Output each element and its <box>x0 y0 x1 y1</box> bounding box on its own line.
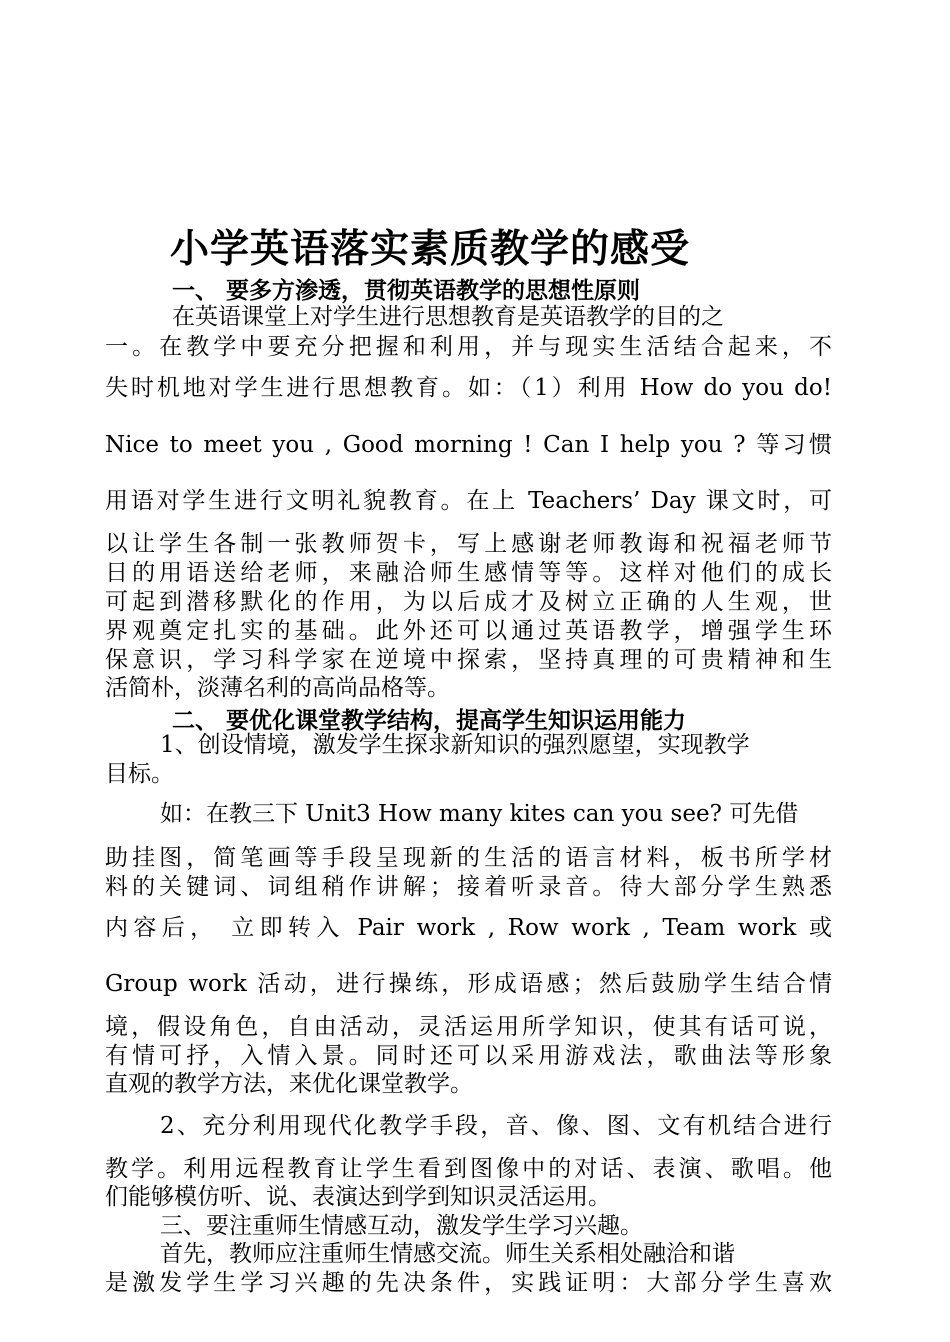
paragraph-line: 直观的教学方法，来优化课堂教学。 <box>105 1071 473 1097</box>
paragraph-line: 失时机地对学生进行思想教育。如：（1）利用 How do you do! <box>105 375 832 401</box>
paragraph-line: 是激发学生学习兴趣的先决条件，实践证明：大部分学生喜欢 <box>105 1270 832 1296</box>
paragraph-line: 在英语课堂上对学生进行思想教育是英语教学的目的之 <box>172 304 724 330</box>
document-title: 小学英语落实素质教学的感受 <box>170 226 691 272</box>
section-1-heading: 一、 要多方渗透，贯彻英语教学的思想性原则 <box>172 277 641 304</box>
paragraph-line: 日的用语送给老师，来融洽师生感情等等。这样对他们的成长 <box>105 560 832 586</box>
paragraph-line: 保意识，学习科学家在逆境中探索，坚持真理的可贵精神和生 <box>105 647 832 673</box>
paragraph-line: 目标。 <box>105 761 174 787</box>
paragraph-line: 可起到潜移默化的作用，为以后成才及树立正确的人生观，世 <box>105 589 832 615</box>
paragraph-line: 活简朴，淡薄名利的高尚品格等。 <box>105 675 450 701</box>
paragraph-line: 一。在教学中要充分把握和利用，并与现实生活结合起来，不 <box>105 334 832 360</box>
paragraph-line: 首先，教师应注重师生情感交流。师生关系相处融洽和谐 <box>160 1241 735 1267</box>
paragraph-line: 用语对学生进行文明礼貌教育。在上 Teachers’ Day 课文时，可 <box>105 488 832 514</box>
paragraph-line: 境，假设角色，自由活动，灵活运用所学知识，使其有话可说， <box>105 1014 832 1040</box>
paragraph-line: 界观奠定扎实的基础。此外还可以通过英语教学，增强学生环 <box>105 618 832 644</box>
paragraph-line: 2、充分利用现代化教学手段，音、像、图、文有机结合进行 <box>160 1113 832 1139</box>
paragraph-line: 有情可抒，入情入景。同时还可以采用游戏法，歌曲法等形象 <box>105 1043 832 1069</box>
paragraph-line: 如：在教三下 Unit3 How many kites can you see? 可先借 <box>160 801 799 827</box>
paragraph-line: Nice to meet you , Good morning ! Can I help you ? 等习惯 <box>105 432 832 458</box>
paragraph-line: 1、创设情境，激发学生探求新知识的强烈愿望，实现教学 <box>160 732 750 758</box>
paragraph-line: 内容后， 立即转入 Pair work , Row work , Team work 或 <box>105 915 832 941</box>
paragraph-line: 助挂图，简笔画等手段呈现新的生活的语言材料，板书所学材 <box>105 845 832 871</box>
paragraph-line: 以让学生各制一张教师贺卡，写上感谢老师教诲和祝福老师节 <box>105 531 832 557</box>
paragraph-line: Group work 活动，进行操练，形成语感；然后鼓励学生结合情 <box>105 971 832 997</box>
section-2-heading: 二、 要优化课堂教学结构，提高学生知识运用能力 <box>172 707 687 734</box>
paragraph-line: 料的关键词、词组稍作讲解；接着听录音。待大部分学生熟悉 <box>105 874 832 900</box>
paragraph-line: 们能够模仿听、说、表演达到学到知识灵活运用。 <box>105 1184 611 1210</box>
paragraph-line: 三、要注重师生情感互动，激发学生学习兴趣。 <box>160 1213 643 1239</box>
paragraph-line: 教学。利用远程教育让学生看到图像中的对话、表演、歌唱。他 <box>105 1156 832 1182</box>
